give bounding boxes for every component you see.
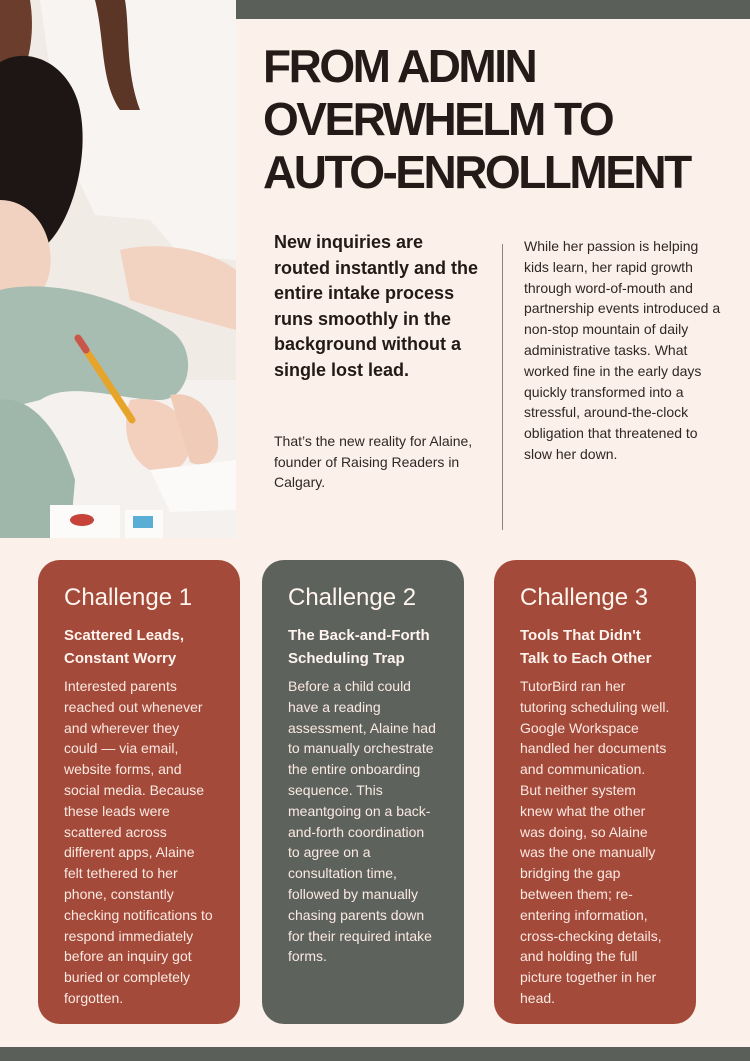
bottom-accent-bar — [0, 1047, 750, 1061]
hero-photo — [0, 0, 236, 538]
challenge-title: Challenge 1 — [64, 584, 193, 611]
story-paragraph: While her passion is helping kids learn, her rapid growth through word-of-mouth and partnership events introduced a non-stop mountain of daily administrative tasks. What worked fine in the early days quickly transformed into a stressful, around-the-clock obligation that threatened to slow her down. — [524, 238, 721, 462]
headline — [263, 40, 743, 199]
challenge-card-3 — [494, 560, 696, 1024]
challenge-subtitle: Tools That Didn't Talk to Each Other — [520, 627, 652, 667]
top-accent-bar — [236, 0, 750, 19]
challenge-body: Before a child could have a reading assessment, Alaine had to manually orchestrate the entire onboarding sequence. This meantgoing on a back-and-forth coordination to agree on a consultation time, followed by manually chasing parents down for their required intake forms. — [288, 678, 436, 965]
intro-paragraph: That’s the new reality for Alaine, founder of Raising Readers in Calgary. — [274, 433, 473, 490]
challenge-title: Challenge 2 — [288, 584, 417, 611]
challenge-subtitle: Scattered Leads, Constant Worry — [64, 627, 185, 667]
headline-line-1: FROM ADMIN — [263, 40, 536, 92]
challenge-subtitle: The Back-and-Forth Scheduling Trap — [288, 627, 430, 667]
challenge-card-1 — [38, 560, 240, 1024]
headline-line-2: OVERWHELM TO — [263, 93, 613, 145]
lead-paragraph: New inquiries are routed instantly and the entire intake process runs smoothly in the background without a single lost lead. — [274, 232, 479, 380]
headline-line-3: AUTO-ENROLLMENT — [263, 146, 690, 198]
column-divider — [502, 244, 503, 530]
challenge-title: Challenge 3 — [520, 584, 649, 611]
challenge-body: Interested parents reached out whenever and wherever they could — via email, website forms, and social media. Because these leads were scattered across different apps, Alaine felt tethered to her phone, constantly checking notifications to respond immediately before an inquiry got buried or completely forgotten. — [64, 678, 213, 1006]
challenge-card-2 — [262, 560, 464, 1024]
challenge-body: TutorBird ran her tutoring scheduling well. Google Workspace handled her documents and communication. But neither system knew what the other was doing, so Alaine was the one manually bridging the gap between them; re-entering information, cross-checking details, and holding the full picture together in her head. — [520, 678, 670, 1006]
